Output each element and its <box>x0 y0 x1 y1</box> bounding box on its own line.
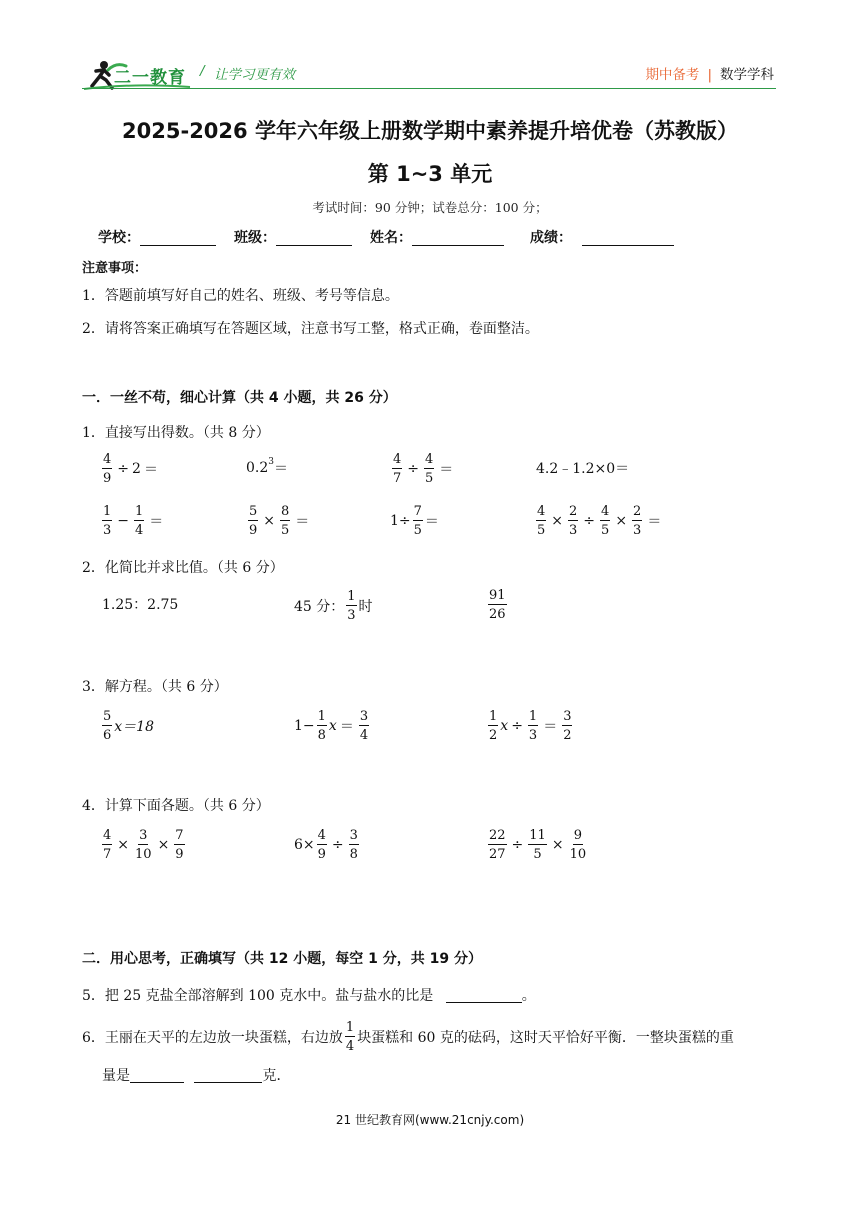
q6-answer-blank-2[interactable] <box>194 1067 262 1083</box>
fraction: $\frac{5}{9}$ <box>249 504 258 538</box>
fraction: $\frac{4}{7}$ <box>103 828 112 862</box>
q3-expr-1: $\frac{5}{6}$ x＝18 <box>103 709 154 743</box>
name-label: 姓名： <box>370 230 412 246</box>
notice-item-1: 1．答题前填写好自己的姓名、班级、考号等信息。 <box>82 288 399 304</box>
exam-info: 考试时间：90 分钟；试卷总分：100 分； <box>312 200 548 215</box>
fraction: $\frac{7}{9}$ <box>175 828 184 862</box>
fraction: $\frac{4}{5}$ <box>425 452 434 486</box>
q2-expr-3 <box>486 589 509 621</box>
class-blank[interactable] <box>276 229 352 246</box>
class-label: 班级： <box>234 230 276 246</box>
q1-label: 1．直接写出得数。（共 8 分） <box>82 425 270 441</box>
notice-heading: 注意事项： <box>82 261 148 276</box>
fraction: $\frac{3}{10}$ <box>135 828 152 862</box>
subject-tag: 数学学科 <box>720 67 774 83</box>
q1-expr-3: $\frac{4}{7}$ ÷ $\frac{4}{5}$ ＝ <box>393 452 454 486</box>
fraction: $\frac{9}{10}$ <box>569 828 587 862</box>
q3-label: 3．解方程。（共 6 分） <box>82 679 228 695</box>
fraction: $\frac{1}{4}$ <box>345 1020 355 1054</box>
q5-text: 5．把 25 克盐全部溶解到 100 克水中。盐与盐水的比是 。 <box>82 988 536 1004</box>
fraction: $\frac{4}{9}$ <box>317 828 326 862</box>
fraction: $\frac{5}{6}$ <box>103 709 112 743</box>
name-blank[interactable] <box>412 229 504 246</box>
school-field[interactable] <box>98 227 216 247</box>
q4-expr-3: $\frac{22}{27}$ ÷ $\frac{11}{5}$ × $\frac{9}{10}$ <box>489 828 587 862</box>
fraction: $\frac{4}{9}$ <box>103 452 112 486</box>
section2-heading: 二．用心思考，正确填写（共 12 小题，每空 1 分，共 19 分） <box>82 951 482 967</box>
fraction: $\frac{1}{3}$ <box>528 709 538 743</box>
score-label: 成绩： <box>530 230 572 246</box>
fraction: $\frac{2}{3}$ <box>569 504 578 538</box>
class-field[interactable] <box>234 227 352 247</box>
paper-subtitle: 第 1~3 单元 <box>367 162 493 186</box>
fraction: $\frac{8}{5}$ <box>281 504 290 538</box>
q1-expr-4: 4.2﹣1.2×0＝ <box>536 461 630 477</box>
fraction: $\frac{4}{7}$ <box>393 452 402 486</box>
q1-expr-6: $\frac{5}{9}$ × $\frac{8}{5}$ ＝ <box>249 504 310 538</box>
q3-expr-3: $\frac{1}{2}$ x ÷ $\frac{1}{3}$ ＝ $\frac{3}{2}$ <box>489 709 572 743</box>
brand-name: 二一教育 <box>114 68 186 88</box>
fraction: $\frac{3}{2}$ <box>563 709 572 743</box>
fraction: $\frac{91}{26}$ <box>489 588 506 622</box>
q6-text: 6．王丽在天平的左边放一块蛋糕，右边放 $\frac{1}{4}$ 块蛋糕和 60 克的砝码，这时天平恰好平衡．一整块蛋糕的重 <box>82 1020 734 1054</box>
q6-answer-blank-1[interactable] <box>130 1067 184 1083</box>
paper-title: 2025-2026 学年六年级上册数学期中素养提升培优卷（苏教版） <box>122 119 738 143</box>
fraction: $\frac{11}{5}$ <box>529 828 546 862</box>
fraction: $\frac{22}{27}$ <box>489 828 506 862</box>
q5-answer-blank[interactable] <box>446 987 522 1003</box>
q1-expr-8: $\frac{4}{5}$ × $\frac{2}{3}$ ÷ $\frac{4}{5}$ × $\frac{2}{3}$ ＝ <box>537 504 662 538</box>
school-label: 学校： <box>98 230 140 246</box>
q1-expr-2: 0.2 $^3$ ＝ <box>246 457 288 477</box>
school-blank[interactable] <box>140 229 216 246</box>
fraction: $\frac{7}{5}$ <box>413 504 422 538</box>
fraction: $\frac{1}{2}$ <box>489 709 498 743</box>
exam-tag: 期中备考 <box>645 67 700 83</box>
header-divider <box>82 88 776 89</box>
name-field[interactable] <box>370 227 504 247</box>
q1-expr-1: $\frac{4}{9}$ ÷ 2 ＝ <box>103 452 158 486</box>
q1-expr-7: 1÷ $\frac{7}{5}$ ＝ <box>390 504 439 538</box>
fraction: $\frac{1}{4}$ <box>135 504 144 538</box>
fraction: $\frac{4}{5}$ <box>601 504 610 538</box>
q4-label: 4．计算下面各题。（共 6 分） <box>82 798 270 814</box>
section1-heading: 一．一丝不苟，细心计算（共 4 小题，共 26 分） <box>82 390 397 406</box>
tag-separator: | <box>707 67 712 83</box>
slogan-divider: / <box>200 63 205 79</box>
fraction: $\frac{2}{3}$ <box>633 504 642 538</box>
header-tags <box>645 63 774 83</box>
q1-expr-5: $\frac{1}{3}$ − $\frac{1}{4}$ ＝ <box>103 504 164 538</box>
fraction: $\frac{3}{8}$ <box>349 828 358 862</box>
q2-expr-2: 45 分： $\frac{1}{3}$ 时 <box>294 589 373 623</box>
fraction: $\frac{1}{8}$ <box>317 709 326 743</box>
fraction: $\frac{4}{5}$ <box>537 504 546 538</box>
score-field[interactable] <box>530 227 674 247</box>
q2-label: 2．化简比并求比值。（共 6 分） <box>82 560 284 576</box>
q6-text-cont: 量是 克． <box>102 1068 291 1084</box>
q2-expr-1: 1.25：2.75 <box>102 597 179 613</box>
q4-expr-1: $\frac{4}{7}$ × $\frac{3}{10}$ × $\frac{7}{9}$ <box>103 828 184 862</box>
fraction: $\frac{1}{3}$ <box>103 504 112 538</box>
fraction: $\frac{3}{4}$ <box>359 709 369 743</box>
q4-expr-2: 6× $\frac{4}{9}$ ÷ $\frac{3}{8}$ <box>294 828 358 862</box>
notice-item-2: 2．请将答案正确填写在答题区域，注意书写工整，格式正确，卷面整洁。 <box>82 321 539 337</box>
score-blank[interactable] <box>582 229 674 246</box>
fraction: $\frac{1}{3}$ <box>347 589 356 623</box>
page-footer: 21 世纪教育网(www.21cnjy.com) <box>335 1113 525 1127</box>
q3-expr-2: 1− $\frac{1}{8}$ x ＝ $\frac{3}{4}$ <box>294 709 369 743</box>
slogan: 让学习更有效 <box>214 67 295 83</box>
